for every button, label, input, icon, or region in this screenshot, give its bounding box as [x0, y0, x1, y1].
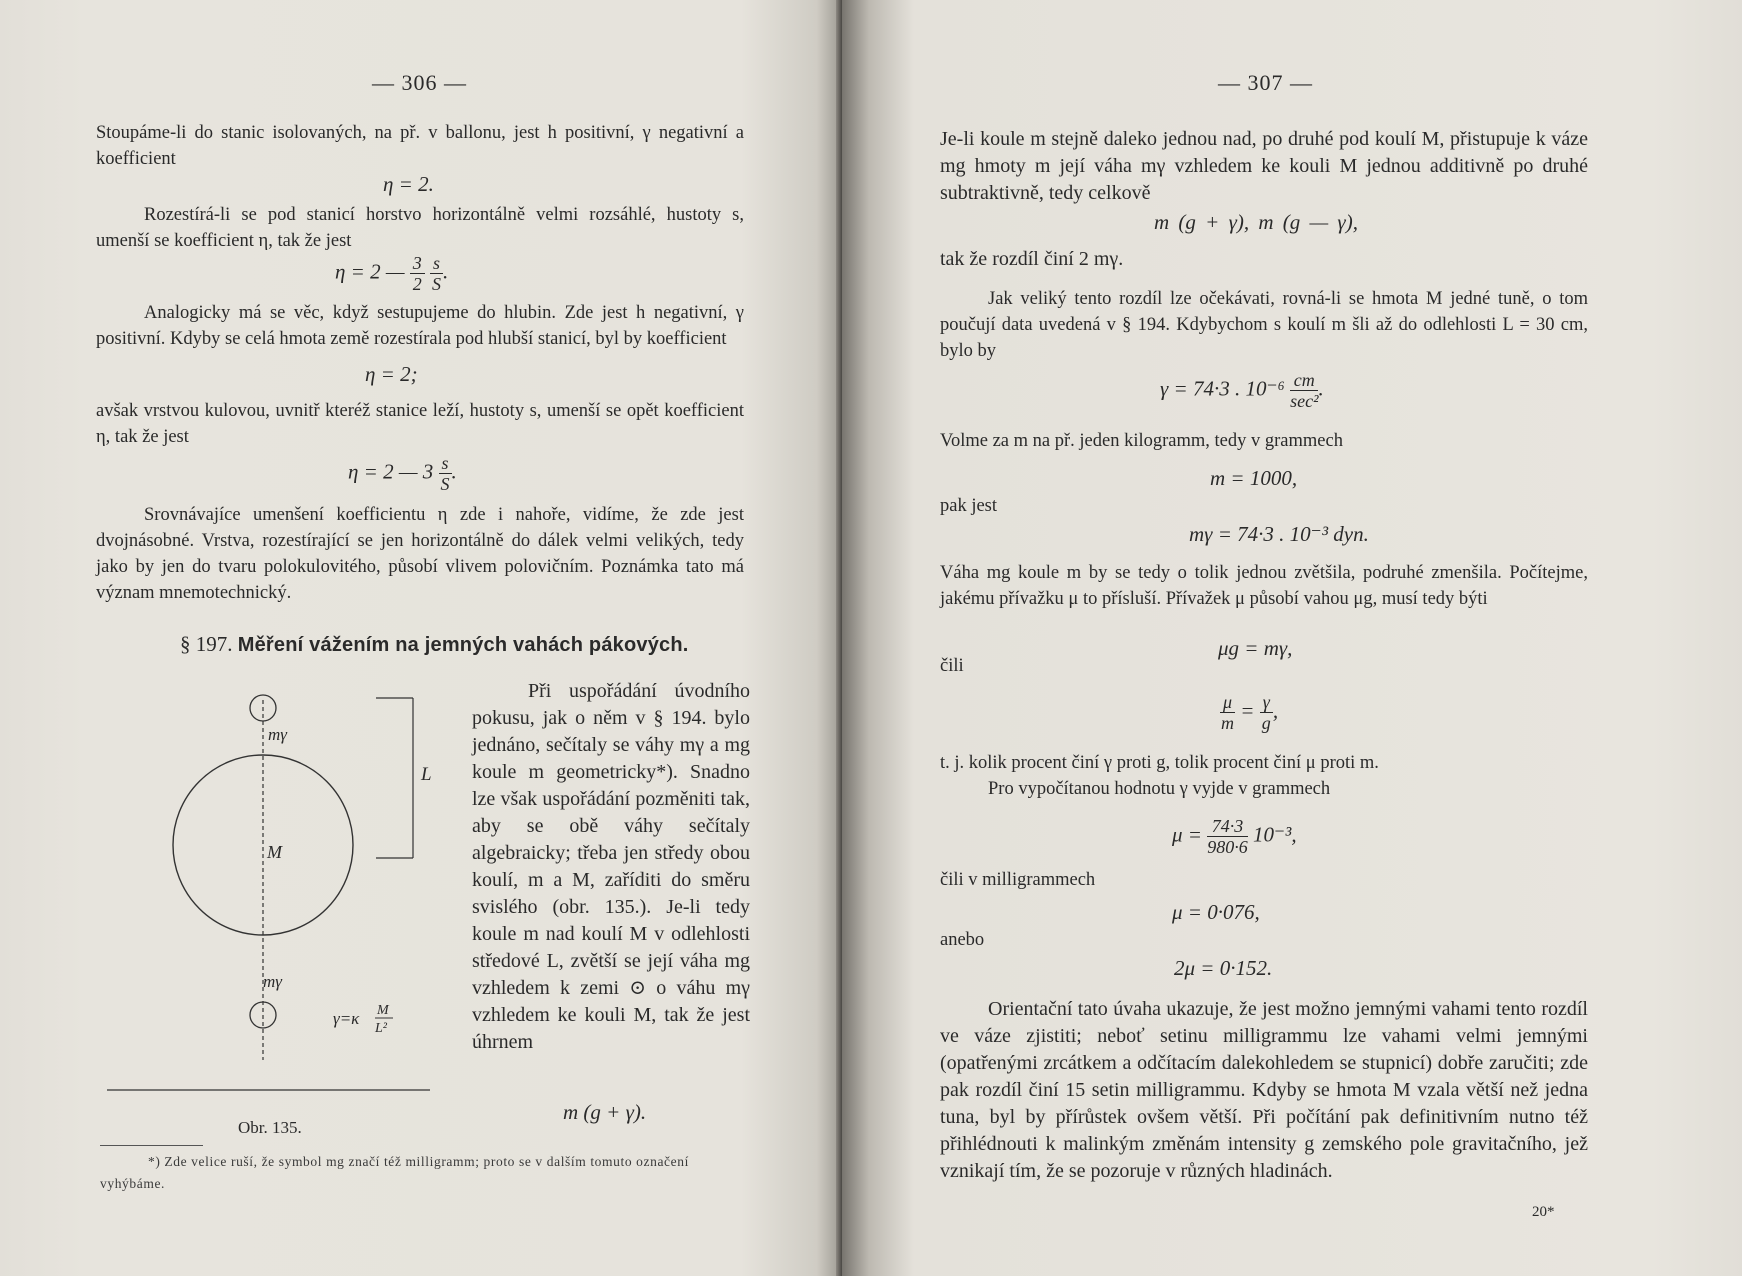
section-heading — [180, 632, 689, 657]
label-mgamma-bottom: mγ — [263, 972, 282, 991]
fraction-denominator: g — [1261, 713, 1271, 733]
equation: η = 2; — [365, 362, 418, 386]
fraction-numerator: s — [439, 453, 452, 474]
label: čili v milligrammech — [940, 870, 1096, 890]
fraction-numerator: cm — [1290, 370, 1318, 391]
label-mgamma-top: mγ — [268, 725, 287, 744]
fraction-denominator: m — [1221, 713, 1235, 733]
footnote-rule — [100, 1145, 203, 1146]
label: pak jest — [940, 496, 998, 516]
paragraph: Jak veliký tento rozdíl lze očekávati, rovná-li se hmota M jedné tuně, o tom poučují data uvedená v § 194. Kdybychom s koulí m šli až do odlehlosti L = 30 cm, bylo by — [940, 289, 1588, 361]
fraction — [1207, 816, 1248, 857]
fraction-numerator: s — [430, 253, 443, 274]
paragraph-text: Při uspořádání úvodního pokusu, jak o něm v § 194. bylo jednáno, sečítaly se váhy mγ a mg koule m geometricky*). Snadno lze však uspořádání pozměniti tak, aby se obě váhy sečítaly algebraicky; třeba jen středy obou koulí, m a M, zaříditi do směru svislého (obr. 135.). Je-li tedy koule m nad koulí M v odlehlosti středové L, zvětší se její váha mg vzhledem k zemi ⊙ o váhu mγ vzhledem ke kouli M, tak že jest úhrnem — [472, 680, 750, 1053]
large-sphere — [173, 755, 353, 935]
equation-lhs: η = 2 — 3 — [348, 459, 434, 484]
equation-lhs: η = 2 — — [335, 259, 405, 284]
figure-135 — [95, 680, 435, 1110]
label-frac-denominator: L² — [375, 1021, 387, 1036]
label-L: L — [421, 764, 432, 785]
paragraph: Váha mg koule m by se tedy o tolik jednou zvětšila, podruhé zmenšila. Počítejme, jakému přívažku μ to přísluší. Přívažek μ působí vahou μg, musí tedy býti — [940, 563, 1588, 609]
equation: μ = 0·076, — [1172, 900, 1260, 924]
equation: μg = mγ, — [1218, 636, 1293, 660]
paragraph: avšak vrstvou kulovou, uvnitř kteréž stanice leží, hustoty s, umenší se opět koefficient η, tak že jest — [96, 401, 744, 447]
right-page — [842, 0, 1742, 1276]
signature-mark: 20* — [1532, 1204, 1555, 1220]
label: anebo — [940, 930, 985, 950]
fraction — [1290, 370, 1318, 411]
fraction — [439, 453, 452, 494]
paragraph: Volme za m na př. jeden kilogramm, tedy v grammech — [940, 431, 1343, 451]
left-page — [0, 0, 842, 1276]
equation — [1172, 816, 1297, 857]
paragraph: Srovnávajíce umenšení koefficientu η zde i nahoře, vidíme, že zde jest dvojnásobné. Vrstva, rozestírající se jen horizontálně do dálek velmi velikých, tedy jako by jen do tvaru polokulovitého, působí vlivem polovičním. Poznámka tato má význam mnemotechnický. — [96, 505, 744, 603]
equation-lhs: γ = 74·3 . 10⁻⁶ — [1160, 376, 1285, 401]
equation: m (g + γ). — [563, 1100, 647, 1124]
equation-end: 10⁻³, — [1252, 822, 1297, 847]
paragraph: Stoupáme-li do stanic isolovaných, na př. v ballonu, jest h positivní, γ negativní a koefficient — [96, 123, 744, 169]
equation-end: , — [1272, 698, 1279, 723]
equation — [1220, 692, 1278, 733]
paragraph: Pro vypočítanou hodnotu γ vyjde v grammech — [988, 779, 1331, 799]
label-gamma-formula: γ=κ — [333, 1009, 360, 1028]
equation — [335, 253, 448, 294]
fraction-denominator: S — [432, 274, 442, 294]
equation-end: . — [443, 259, 449, 284]
fraction-denominator: sec² — [1290, 391, 1319, 411]
paragraph-beside-figure — [472, 678, 750, 1056]
fraction — [410, 253, 425, 294]
page-number: — 306 — — [372, 70, 467, 95]
section-number: § 197. — [180, 632, 233, 656]
footnote: *) Zde velice ruší, že symbol mg značí též milligramm; proto se v dalším tomuto označení vyhýbáme. — [100, 1154, 689, 1191]
equation — [1160, 370, 1324, 411]
equation: m = 1000, — [1210, 466, 1298, 490]
equation: 2μ = 0·152. — [1174, 956, 1273, 980]
equation: η = 2. — [383, 172, 434, 196]
fraction — [1220, 692, 1235, 733]
equation-end: . — [1318, 376, 1324, 401]
paragraph: Analogicky má se věc, když sestupujeme do hlubin. Zde jest h negativní, γ positivní. Kdyby se celá hmota země rozestírala pod hlubší stanicí, byl by koefficient — [96, 303, 744, 349]
page-number: — 307 — — [1218, 70, 1313, 95]
equation: mγ = 74·3 . 10⁻³ dyn. — [1189, 522, 1369, 546]
fraction-denominator: 980·6 — [1207, 837, 1248, 857]
equation — [348, 453, 457, 494]
equation: m (g + γ), m (g — γ), — [1154, 210, 1358, 234]
paragraph: t. j. kolik procent činí γ proti g, tolik procent činí μ proti m. — [940, 753, 1379, 773]
fraction-numerator: 3 — [410, 253, 425, 274]
fraction-denominator: 2 — [412, 274, 422, 294]
paragraph: tak že rozdíl činí 2 mγ. — [940, 248, 1124, 270]
paragraph: Orientační tato úvaha ukazuje, že jest možno jemnými vahami tento rozdíl ve váze zjistiti; neboť setinu milligrammu lze vahami velmi jemnými (opatřenými zrcátkem a odčítacím dalekohledem se stupnicí) dobře zaručiti; zde pak rozdíl činí 15 setin milligrammu. Kdyby se hmota M vzala větší než jedna tuna, byl by přírůstek ovšem větší. Při počítání pak definitivním nutno též přihlédnouti k malinkým změnám intensity g zemského pole gravitačního, jež vznikají tím, že se pozoruje v různých hladinách. — [940, 998, 1588, 1182]
paragraph: Je-li koule m stejně daleko jednou nad, po druhé pod koulí M, přistupuje k váze mg hmoty m její váha mγ vzhledem ke kouli M jednou additivně po druhé subtraktivně, tedy celkově — [940, 128, 1588, 204]
figure-caption: Obr. 135. — [238, 1118, 302, 1137]
equation-end: . — [451, 459, 457, 484]
fraction — [1260, 692, 1273, 733]
label: čili — [940, 656, 964, 676]
fraction-numerator: 74·3 — [1207, 816, 1248, 837]
equation-lhs: μ = — [1172, 822, 1202, 847]
fraction — [430, 253, 443, 294]
paragraph: Rozestírá-li se pod stanicí horstvo horizontálně velmi rozsáhlé, hustoty s, umenší se koefficient η, tak že jest — [96, 205, 744, 251]
equals-sign: = — [1240, 698, 1255, 723]
label-M: M — [267, 842, 282, 862]
label-frac-numerator: M — [377, 1003, 389, 1018]
fraction-numerator: μ — [1220, 692, 1235, 713]
fraction-numerator: γ — [1260, 692, 1273, 713]
section-title: Měření vážením na jemných vahách pákových. — [237, 634, 689, 656]
fraction-denominator: S — [440, 474, 450, 494]
